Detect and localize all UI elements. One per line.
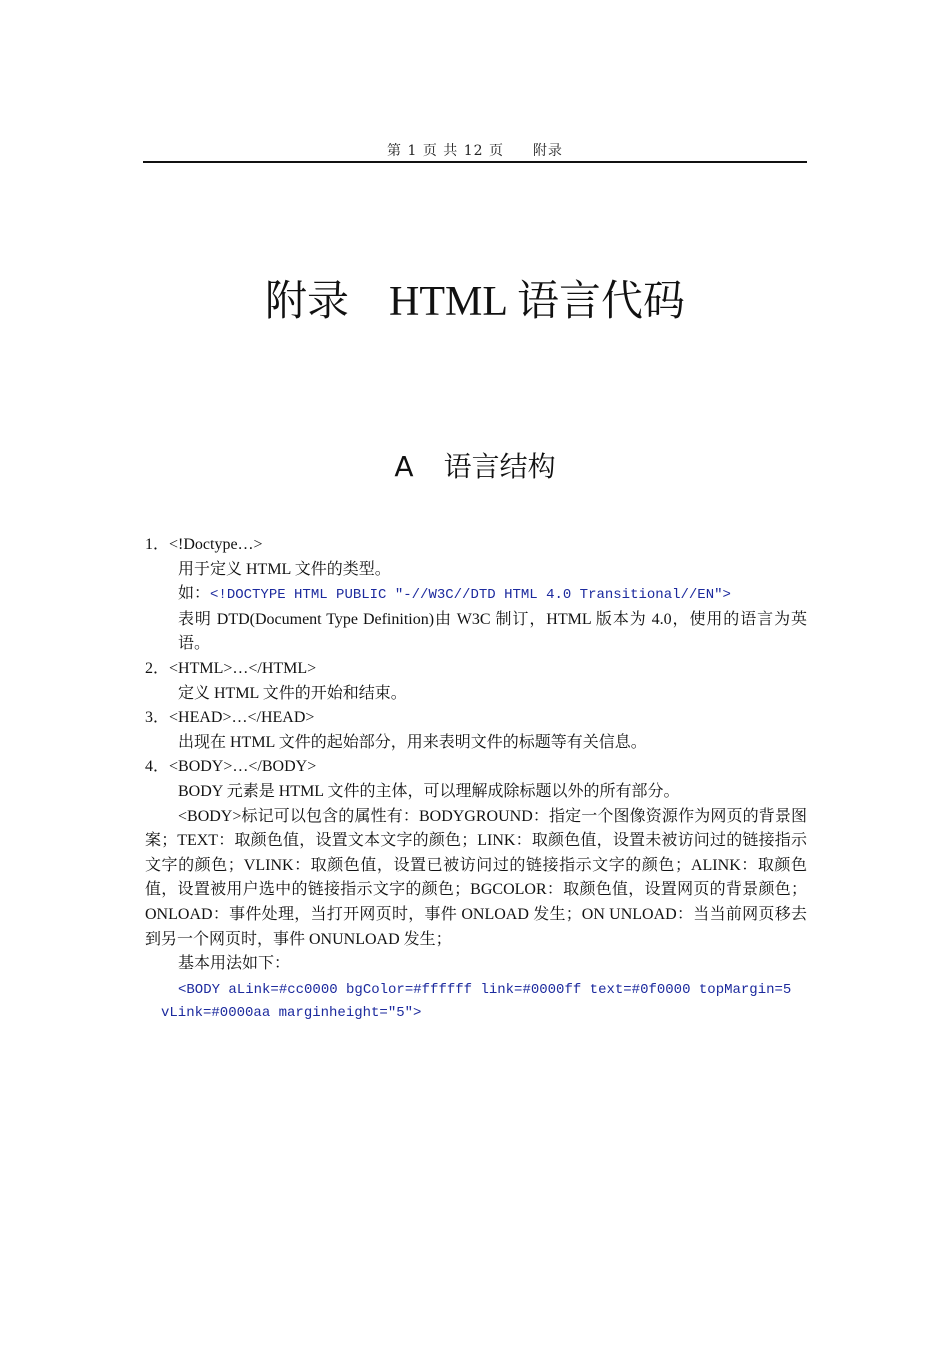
usage-label: 基本用法如下：	[178, 955, 291, 973]
title-main: HTML 语言代码	[389, 279, 685, 325]
usage-code: <BODY aLink=#cc0000 bgColor=#ffffff link=#0000ff text=#0f0000 topMargin=5 vLink=#0000aa marginheight="5">	[161, 981, 792, 1021]
running-header	[143, 140, 807, 160]
section-letter: A	[394, 450, 414, 483]
item-heading	[145, 657, 807, 682]
item-heading-text: <HTML>…</HTML>	[169, 659, 317, 677]
example-code: <!DOCTYPE HTML PUBLIC "-//W3C//DTD HTML 4.0 Transitional//EN">	[210, 587, 731, 604]
body-attributes-paragraph: <BODY>标记可以包含的属性有：BODYGROUND：指定一个图像资源作为网页的背景图案；TEXT：取颜色值，设置文本文字的颜色；LINK：取颜色值，设置未被访问过的链接指示文字的颜色；VLINK：取颜色值，设置已被访问过的链接指示文字的颜色；ALINK：取颜色值，设置被用户选中的链接指示文字的颜色；BGCOLOR：取颜色值，设置网页的背景颜色；ONLOAD：事件处理，当打开网页时，事件 ONLOAD 发生；ON UNLOAD：当当前网页移去到另一个网页时，事件 ONUNLOAD 发生；	[145, 807, 807, 948]
example-label: 如：	[178, 585, 211, 603]
item-heading	[145, 706, 807, 731]
item-description: 出现在 HTML 文件的起始部分，用来表明文件的标题等有关信息。	[178, 733, 647, 751]
item-number: 3．	[145, 709, 170, 727]
title-prefix: 附录	[265, 279, 350, 325]
item-number: 2．	[145, 659, 170, 677]
document-body	[145, 533, 807, 1025]
section-name: 语言结构	[443, 450, 556, 483]
example-line	[145, 582, 807, 608]
item-heading-text: <HEAD>…</HEAD>	[169, 709, 315, 727]
item-heading-text: <!Doctype…>	[169, 536, 263, 553]
item-heading	[145, 755, 807, 780]
page-number-label: 第 1 页 共 12 页	[387, 143, 505, 159]
item-number: 4．	[145, 758, 170, 776]
document-title	[0, 268, 950, 328]
item-explanation: 表明 DTD(Document Type Definition)由 W3C 制订，HTML 版本为 4.0，使用的语言为英语。	[178, 610, 807, 653]
item-description: BODY 元素是 HTML 文件的主体，可以理解成除标题以外的所有部分。	[178, 782, 680, 800]
item-description: 用于定义 HTML 文件的类型。	[178, 560, 391, 578]
item-number: 1．	[145, 536, 170, 553]
item-description: 定义 HTML 文件的开始和结束。	[178, 684, 407, 702]
running-header-section: 附录	[532, 143, 563, 159]
item-heading-text: <BODY>…</BODY>	[169, 758, 317, 776]
section-title	[0, 445, 950, 485]
item-heading	[145, 533, 807, 558]
header-rule	[143, 161, 807, 163]
